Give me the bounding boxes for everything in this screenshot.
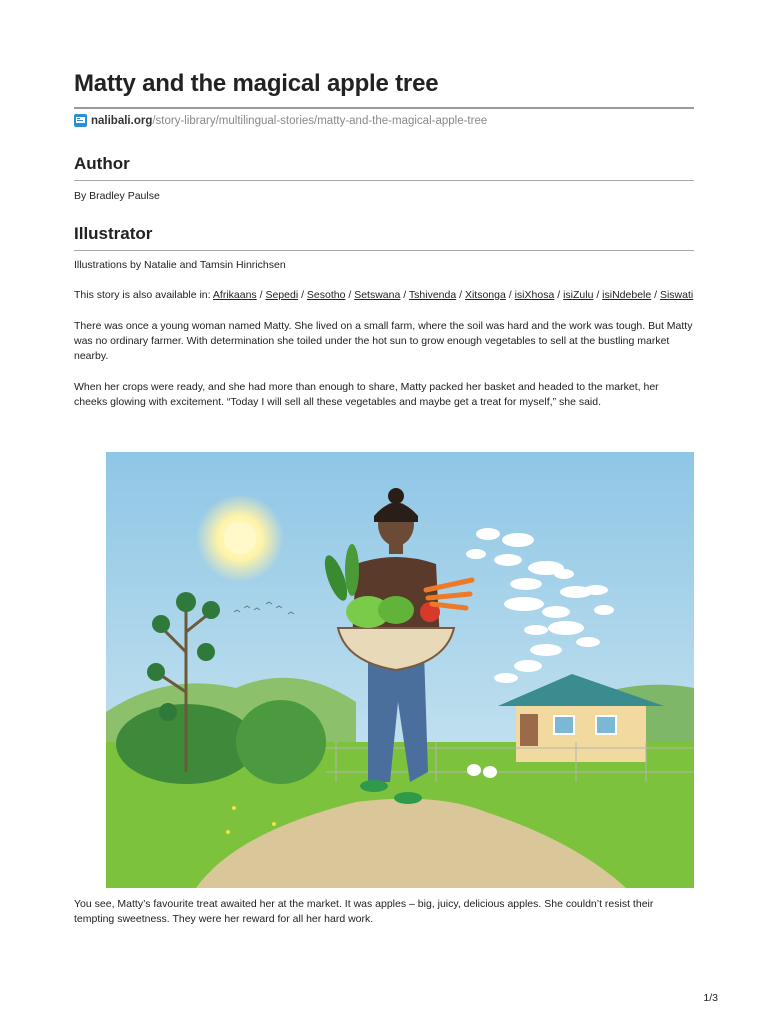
language-list — [213, 289, 693, 301]
language-links — [74, 288, 694, 303]
author-text: By Bradley Paulse — [74, 190, 160, 202]
language-link-afrikaans[interactable]: Afrikaans — [212, 289, 257, 301]
source-path: /story-library/multilingual-stories/matty-and-the-magical-apple-tree — [152, 114, 488, 127]
language-separator: / — [505, 289, 515, 301]
author-divider — [74, 180, 694, 181]
language-link-isindebele[interactable]: isiNdebele — [602, 289, 652, 301]
language-separator: / — [298, 289, 307, 301]
language-link-setswana[interactable]: Setswana — [354, 289, 401, 301]
title-divider — [74, 107, 694, 109]
story-illustration — [106, 452, 694, 888]
illustrator-divider — [74, 250, 694, 251]
language-link-xitsonga[interactable]: Xitsonga — [464, 289, 506, 301]
language-link-siswati[interactable]: Siswati — [659, 289, 694, 301]
page-number: 1/3 — [703, 992, 718, 1004]
languages-intro: This story is also available in: — [74, 289, 211, 301]
language-separator: / — [256, 289, 266, 301]
language-separator: / — [400, 289, 409, 301]
illustrator-heading: Illustrator — [74, 224, 153, 243]
nalibali-favicon-icon — [74, 114, 87, 127]
illustrator-text: Illustrations by Natalie and Tamsin Hinrichsen — [74, 259, 286, 271]
story-paragraph-3: You see, Matty’s favourite treat awaited her at the market. It was apples – big, juicy, delicious apples. She couldn’t resist their tempting sweetness. They were her reward for all her hard work. — [74, 898, 654, 925]
author-heading: Author — [74, 154, 130, 173]
language-separator: / — [651, 289, 660, 301]
language-link-isixhosa[interactable]: isiXhosa — [514, 289, 555, 301]
story-paragraph-2: When her crops were ready, and she had more than enough to share, Matty packed her basket and headed to the market, her cheeks glowing with excitement. “Today I will sell all these vegetables and maybe get a treat for myself,” she said. — [74, 381, 659, 408]
language-separator: / — [554, 289, 564, 301]
language-link-isizulu[interactable]: isiZulu — [563, 289, 594, 301]
language-link-tshivenda[interactable]: Tshivenda — [408, 289, 457, 301]
page-title: Matty and the magical apple tree — [74, 70, 439, 97]
language-separator: / — [593, 289, 603, 301]
language-separator: / — [345, 289, 355, 301]
language-link-sepedi[interactable]: Sepedi — [265, 289, 299, 301]
source-domain: nalibali.org — [91, 114, 153, 127]
language-separator: / — [456, 289, 465, 301]
source-link[interactable] — [74, 114, 487, 127]
language-link-sesotho[interactable]: Sesotho — [306, 289, 346, 301]
story-paragraph-1: There was once a young woman named Matty. She lived on a small farm, where the soil was hard and the work was tough. But Matty was no ordinary farmer. With determination she toiled under the hot sun to grow enough vegetables to sell at the bustling market nearby. — [74, 320, 693, 362]
